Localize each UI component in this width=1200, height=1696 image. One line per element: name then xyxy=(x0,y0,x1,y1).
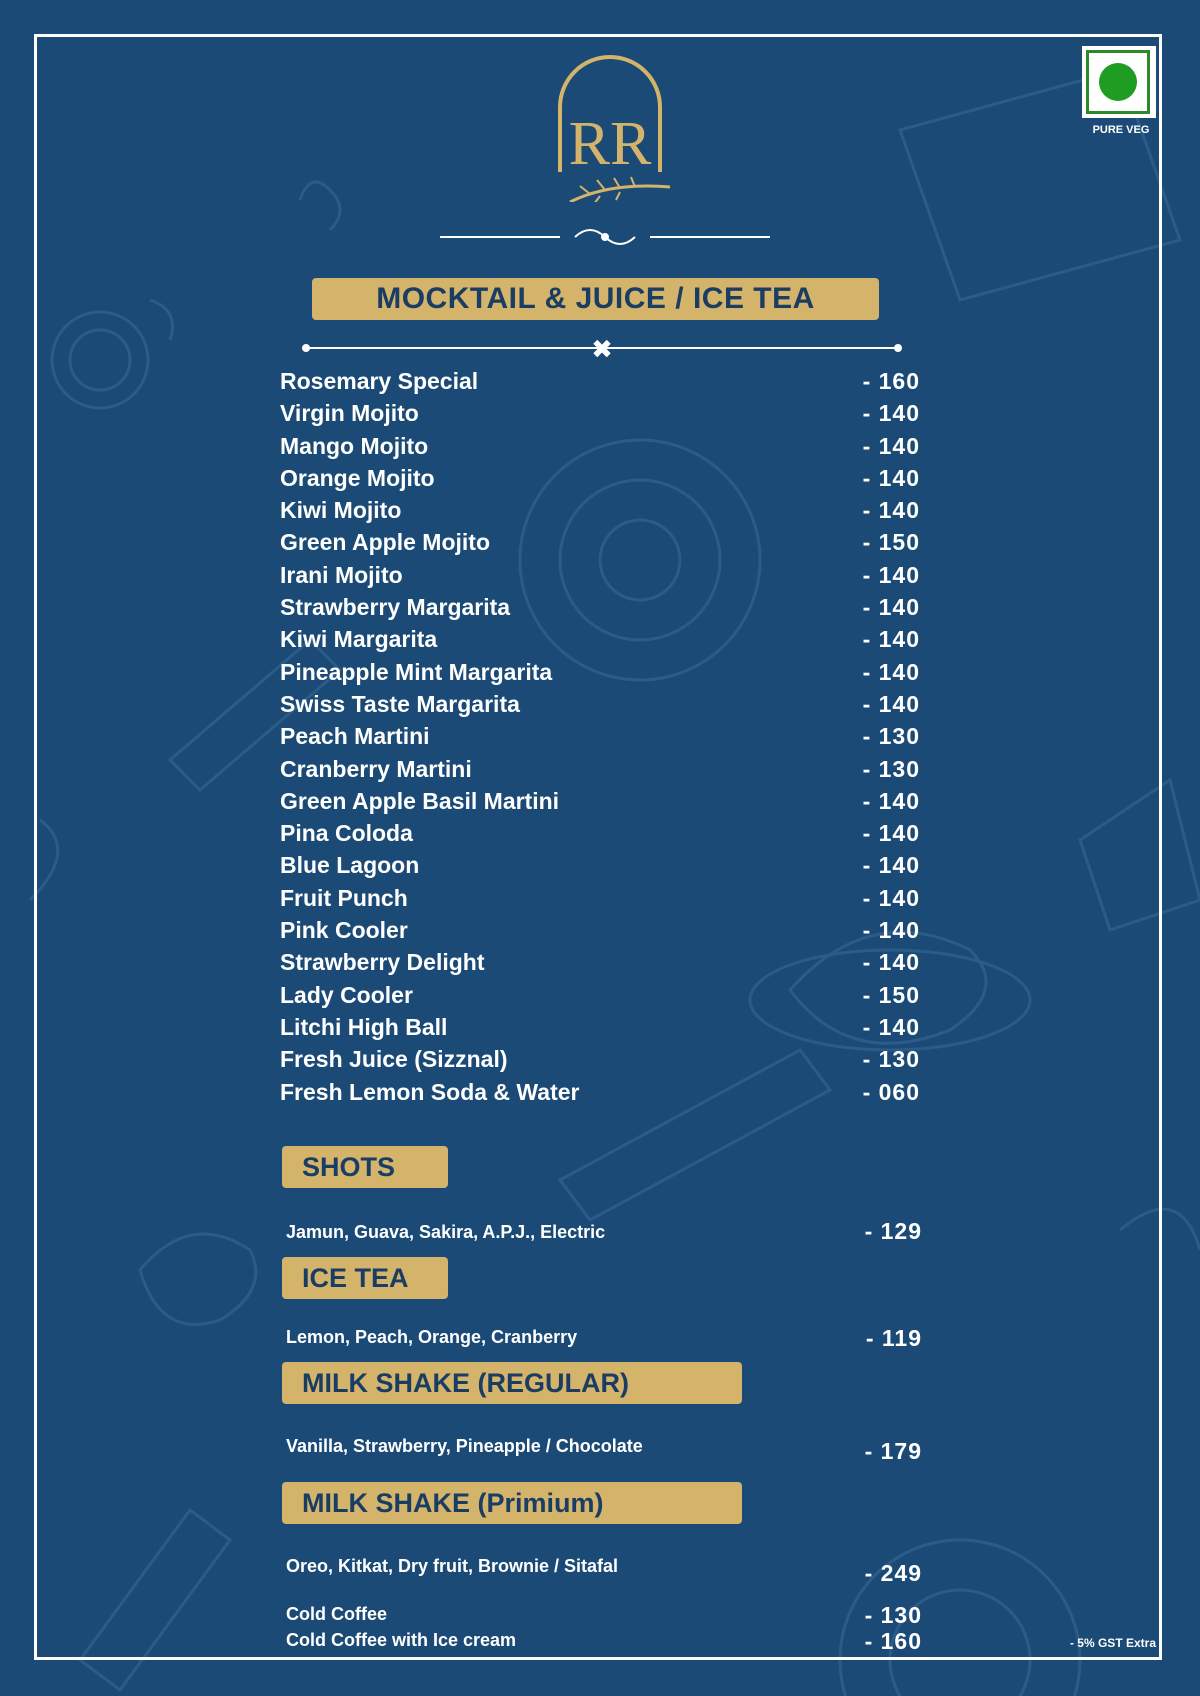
menu-item-name: Pink Cooler xyxy=(280,917,408,944)
menu-item-price: - 140 xyxy=(862,497,920,524)
pure-veg-label: PURE VEG xyxy=(1092,124,1150,136)
menu-item-price: - 130 xyxy=(862,1046,920,1073)
menu-item-name: Kiwi Mojito xyxy=(280,497,402,524)
menu-item-name: Strawberry Delight xyxy=(280,949,485,976)
menu-item-name: Virgin Mojito xyxy=(280,400,419,427)
menu-item-name: Pineapple Mint Margarita xyxy=(280,658,553,685)
menu-item-name: Fruit Punch xyxy=(280,884,408,911)
menu-item-price: - 140 xyxy=(862,917,920,944)
menu-item-name: Fresh Lemon Soda & Water xyxy=(280,1078,580,1105)
menu-item-price: - 140 xyxy=(862,820,920,847)
menu-item-price: - 140 xyxy=(862,949,920,976)
cold-coffee-icecream-name: Cold Coffee with Ice cream xyxy=(286,1630,517,1650)
menu-item-name: Green Apple Basil Martini xyxy=(280,787,560,814)
menu-item-price: - 140 xyxy=(862,432,920,459)
mocktail-list xyxy=(280,368,920,1111)
title-underline xyxy=(302,336,902,360)
menu-item xyxy=(280,497,920,529)
menu-item-price: - 140 xyxy=(862,1013,920,1040)
logo-letters: RR xyxy=(568,110,652,178)
menu-item-name: Kiwi Margarita xyxy=(280,626,438,653)
ice-tea-desc: Lemon, Peach, Orange, Cranberry xyxy=(286,1327,578,1347)
menu-item xyxy=(280,626,920,658)
menu-item-price: - 140 xyxy=(862,787,920,814)
menu-item-name: Irani Mojito xyxy=(280,561,403,588)
menu-item-price: - 130 xyxy=(862,723,920,750)
section-title-milkshake-premium: MILK SHAKE (Primium) xyxy=(282,1482,742,1524)
section-title-shots: SHOTS xyxy=(282,1146,448,1188)
menu-item xyxy=(280,756,920,788)
menu-item xyxy=(280,691,920,723)
menu-item xyxy=(280,820,920,852)
menu-item-price: - 060 xyxy=(862,1078,920,1105)
cold-coffee-name: Cold Coffee xyxy=(286,1604,387,1624)
menu-item xyxy=(280,529,920,561)
menu-item xyxy=(280,465,920,497)
menu-item xyxy=(280,917,920,949)
menu-item xyxy=(280,400,920,432)
menu-item-name: Swiss Taste Margarita xyxy=(280,690,520,717)
menu-item-name: Blue Lagoon xyxy=(280,852,420,879)
menu-item-price: - 140 xyxy=(862,852,920,879)
milkshake-regular-desc: Vanilla, Strawberry, Pineapple / Chocolate xyxy=(286,1436,643,1456)
menu-item-price: - 130 xyxy=(862,755,920,782)
veg-dot-icon xyxy=(1099,63,1137,101)
menu-item-name: Green Apple Mojito xyxy=(280,529,490,556)
menu-item xyxy=(280,562,920,594)
menu-item-name: Orange Mojito xyxy=(280,464,435,491)
menu-item-name: Fresh Juice (Sizznal) xyxy=(280,1046,508,1073)
menu-item xyxy=(280,982,920,1014)
menu-item-price: - 150 xyxy=(862,529,920,556)
menu-item xyxy=(280,659,920,691)
cold-coffee-icecream-price: - 160 xyxy=(864,1628,922,1654)
menu-item xyxy=(280,368,920,400)
menu-item-name: Cranberry Martini xyxy=(280,755,472,782)
menu-item xyxy=(280,1046,920,1078)
menu-item xyxy=(280,433,920,465)
menu-item-price: - 140 xyxy=(862,464,920,491)
menu-item xyxy=(280,852,920,884)
ice-tea-price: - 119 xyxy=(865,1325,922,1351)
pure-veg-badge xyxy=(1082,46,1156,118)
ornament-divider xyxy=(440,222,770,252)
menu-item-price: - 140 xyxy=(862,594,920,621)
menu-item xyxy=(280,723,920,755)
menu-item xyxy=(280,788,920,820)
menu-item-name: Mango Mojito xyxy=(280,432,429,459)
menu-item xyxy=(280,1014,920,1046)
menu-item-name: Litchi High Ball xyxy=(280,1013,448,1040)
menu-item-name: Lady Cooler xyxy=(280,981,413,1008)
milkshake-premium-price: - 249 xyxy=(864,1560,922,1586)
section-title-milkshake-regular: MILK SHAKE (REGULAR) xyxy=(282,1362,742,1404)
flourish-icon: ✖ xyxy=(591,336,613,360)
gst-note: - 5% GST Extra xyxy=(1069,1636,1156,1650)
menu-item-name: Strawberry Margarita xyxy=(280,594,511,621)
menu-item-price: - 160 xyxy=(862,368,920,394)
milkshake-premium-desc: Oreo, Kitkat, Dry fruit, Brownie / Sitafal xyxy=(286,1556,619,1576)
menu-item-price: - 140 xyxy=(862,626,920,653)
menu-item-name: Pina Coloda xyxy=(280,820,413,847)
shots-price: - 129 xyxy=(864,1218,922,1244)
menu-item-price: - 140 xyxy=(862,690,920,717)
menu-item-price: - 140 xyxy=(862,884,920,911)
section-title-mocktail: MOCKTAIL & JUICE / ICE TEA xyxy=(312,278,879,320)
restaurant-logo xyxy=(540,52,680,202)
section-title-ice-tea: ICE TEA xyxy=(282,1257,448,1299)
menu-item xyxy=(280,885,920,917)
menu-item-price: - 140 xyxy=(862,658,920,685)
menu-item-name: Rosemary Special xyxy=(280,368,479,394)
cold-coffee-price: - 130 xyxy=(864,1602,922,1628)
menu-item-price: - 140 xyxy=(862,400,920,427)
shots-desc: Jamun, Guava, Sakira, A.P.J., Electric xyxy=(286,1222,606,1242)
menu-item-price: - 140 xyxy=(862,561,920,588)
menu-item xyxy=(280,594,920,626)
milkshake-regular-price: - 179 xyxy=(864,1438,922,1464)
menu-item xyxy=(280,949,920,981)
menu-item xyxy=(280,1079,920,1111)
menu-item-price: - 150 xyxy=(862,981,920,1008)
menu-item-name: Peach Martini xyxy=(280,723,430,750)
